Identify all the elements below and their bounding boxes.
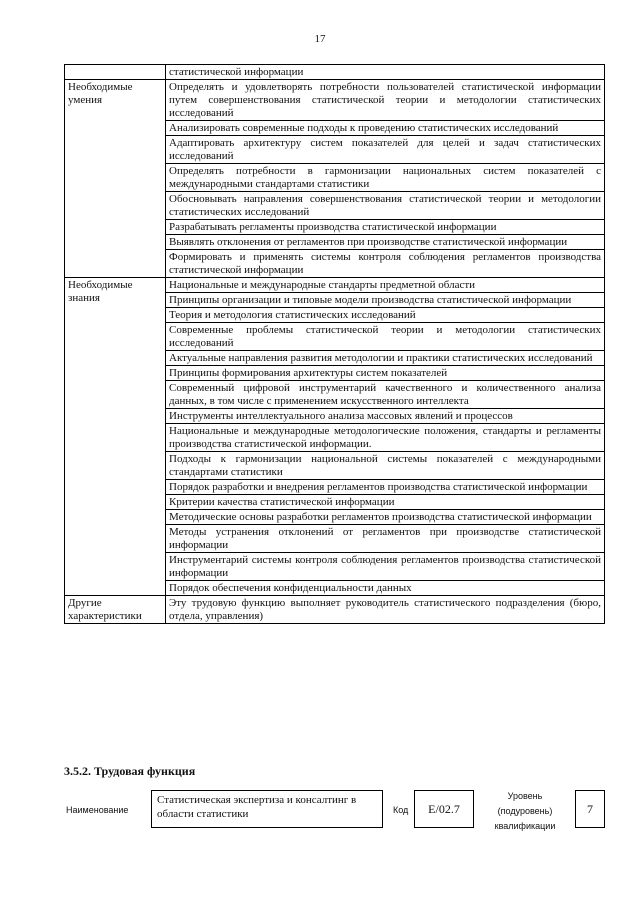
knowledge-item: Национальные и международные стандарты предметной области — [166, 278, 605, 293]
level-label — [482, 789, 568, 834]
skill-item: Разрабатывать регламенты производства статистической информации — [166, 220, 605, 235]
name-value: Статистическая экспертиза и консалтинг в области статистики — [151, 790, 383, 828]
table-row — [65, 80, 605, 121]
skill-item: Формировать и применять системы контроля соблюдения регламентов производства статистической информации — [166, 250, 605, 278]
table-cell: статистической информации — [166, 65, 605, 80]
requirements-table — [64, 64, 605, 624]
knowledge-item: Критерии качества статистической информации — [166, 495, 605, 510]
level-label-line: (подуровень) — [497, 806, 553, 816]
level-value: 7 — [575, 790, 605, 828]
other-group-label: Другие характеристики — [65, 596, 166, 624]
skill-item: Определять потребности в гармонизации национальных систем показателей с международными стандартами статистики — [166, 164, 605, 192]
section-title: 3.5.2. Трудовая функция — [64, 764, 196, 778]
code-value: E/02.7 — [414, 790, 474, 828]
knowledge-item: Принципы формирования архитектуры систем показателей — [166, 366, 605, 381]
table-row — [65, 596, 605, 624]
knowledge-item: Порядок обеспечения конфиденциальности данных — [166, 581, 605, 596]
other-item: Эту трудовую функцию выполняет руководитель статистического подразделения (бюро, отдела, управления) — [166, 596, 605, 624]
knowledge-item: Современные проблемы статистической теории и методологии статистических исследований — [166, 323, 605, 351]
knowledge-group-label: Необходимые знания — [65, 278, 166, 596]
name-label: Наименование — [66, 805, 129, 815]
level-label-line: квалификации — [494, 821, 556, 831]
knowledge-item: Принципы организации и типовые модели производства статистической информации — [166, 293, 605, 308]
knowledge-item: Инструменты интеллектуального анализа массовых явлений и процессов — [166, 409, 605, 424]
knowledge-item: Теория и методология статистических исследований — [166, 308, 605, 323]
knowledge-item: Современный цифровой инструментарий качественного и количественного анализа данных, в том числе с применением искусственного интеллекта — [166, 381, 605, 409]
page-number: 17 — [314, 33, 326, 45]
skill-item: Адаптировать архитектуру систем показателей для целей и задач статистических исследований — [166, 136, 605, 164]
knowledge-item: Методы устранения отклонений от регламентов при производстве статистической информации — [166, 525, 605, 553]
knowledge-item: Подходы к гармонизации национальной системы показателей с международными стандартами статистики — [166, 452, 605, 480]
row-label-empty — [65, 65, 166, 80]
knowledge-item: Методические основы разработки регламентов производства статистической информации — [166, 510, 605, 525]
knowledge-item: Порядок разработки и внедрения регламентов производства статистической информации — [166, 480, 605, 495]
skill-group-label: Необходимые умения — [65, 80, 166, 278]
code-label: Код — [393, 805, 409, 815]
knowledge-item: Актуальные направления развития методологии и практики статистических исследований — [166, 351, 605, 366]
table-row — [65, 278, 605, 293]
skill-item: Анализировать современные подходы к проведению статистических исследований — [166, 121, 605, 136]
knowledge-item: Национальные и международные методологические положения, стандарты и регламенты производства статистической информации. — [166, 424, 605, 452]
knowledge-item: Инструментарий системы контроля соблюдения регламентов производства статистической информации — [166, 553, 605, 581]
skill-item: Выявлять отклонения от регламентов при производстве статистической информации — [166, 235, 605, 250]
skill-item: Обосновывать направления совершенствования статистической теории и методологии статистических исследований — [166, 192, 605, 220]
skill-item: Определять и удовлетворять потребности пользователей статистической информации путем совершенствования статистической теории и методологии статистических исследований — [166, 80, 605, 121]
level-label-line: Уровень — [507, 791, 543, 801]
table-row — [65, 65, 605, 80]
